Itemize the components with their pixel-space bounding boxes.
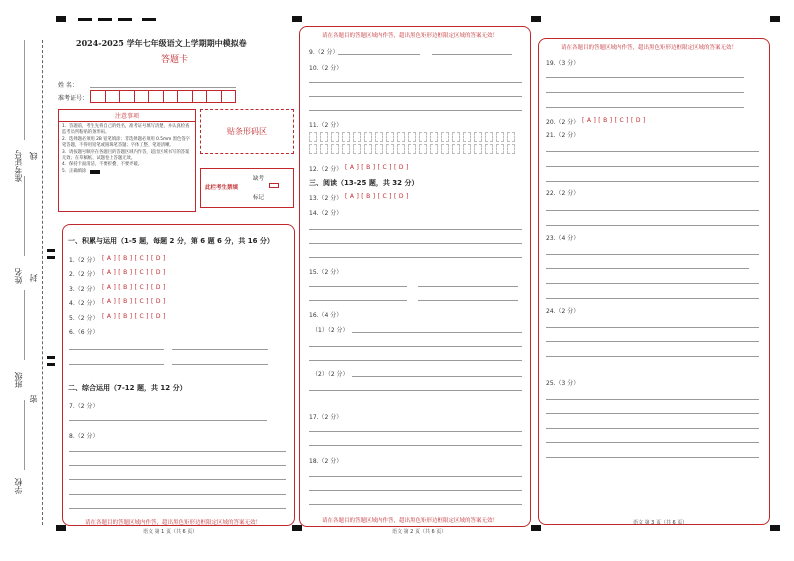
question-23: 23.（4 分）	[546, 235, 580, 242]
position-mark	[47, 363, 55, 366]
answer-line[interactable]	[309, 300, 407, 301]
side-class-label: 班级	[14, 372, 23, 388]
position-mark	[98, 18, 112, 21]
answer-line[interactable]	[309, 257, 522, 258]
position-mark	[531, 525, 541, 531]
answer-line[interactable]	[352, 332, 522, 333]
position-mark	[292, 16, 302, 22]
answer-line[interactable]	[546, 210, 759, 211]
page-subtitle: 答题卡	[161, 55, 189, 65]
question-24: 24.（2 分）	[546, 308, 580, 315]
question-12: 12.（2 分）	[309, 166, 343, 173]
answer-line[interactable]	[546, 254, 759, 255]
position-mark	[531, 16, 541, 22]
answer-line[interactable]	[546, 268, 749, 269]
answer-line[interactable]	[309, 243, 522, 244]
answer-line[interactable]	[69, 494, 286, 495]
answer-line[interactable]	[309, 229, 522, 230]
section-3-title: 三、阅读（13-25 题，共 32 分）	[309, 179, 419, 187]
question-13: 13.（2 分）	[309, 195, 343, 202]
question-19: 19.（3 分）	[546, 60, 580, 67]
question-8: 8.（2 分）	[69, 433, 99, 440]
answer-line[interactable]	[69, 349, 164, 350]
question-16: 16.（4 分）	[309, 312, 343, 319]
notice-item: 5．正确填涂	[62, 168, 87, 174]
answer-line[interactable]	[546, 181, 759, 182]
warning-text: 请在各题目的答题区域内作答，超出黑色矩形边框限定区域的答案无效！	[85, 520, 262, 526]
answer-line[interactable]	[69, 364, 164, 365]
question-16-2: （2）（2 分）	[312, 371, 349, 378]
absent-label: 标记	[253, 195, 265, 201]
question-5: 5.（2 分）	[69, 315, 99, 322]
absent-title: 此栏考生禁填	[205, 185, 239, 191]
question-21: 21.（2 分）	[546, 132, 580, 139]
page-footer: 语文 第 1 页（共 6 页）	[143, 529, 198, 535]
options-5[interactable]: [ A ] [ B ] [ C ] [ D ]	[102, 313, 166, 320]
side-school-label: 学校	[14, 478, 23, 494]
absent-label: 缺考	[253, 176, 265, 182]
question-16-1: （1）（2 分）	[312, 327, 349, 334]
notice-item: 1．答题前，考生先将自己的姓名，准考证号填写清楚，并认真检查监考员所粘贴的条形码。	[62, 124, 190, 136]
options-2[interactable]: [ A ] [ B ] [ C ] [ D ]	[102, 269, 166, 276]
answer-line[interactable]	[418, 300, 518, 301]
answer-line[interactable]	[546, 341, 759, 342]
notice-item: 3．请按题号顺序在各题目的答题区域内作答，超出区域书写的答案无效；在草稿纸、试题卷上答题无效。	[62, 149, 190, 162]
answer-line[interactable]	[546, 77, 744, 78]
answer-line[interactable]	[546, 399, 759, 400]
answer-line[interactable]	[172, 349, 268, 350]
answer-line[interactable]	[546, 92, 744, 93]
answer-line[interactable]	[309, 431, 522, 432]
answer-line[interactable]	[172, 364, 268, 365]
answer-line[interactable]	[309, 110, 522, 111]
name-label: 姓 名：	[58, 82, 78, 89]
question-1: 1.（2 分）	[69, 257, 99, 264]
position-mark	[47, 356, 55, 359]
question-20: 20.（2 分）	[546, 119, 580, 126]
fill-example	[90, 170, 100, 174]
barcode-area	[200, 109, 294, 154]
answer-line[interactable]	[309, 96, 522, 97]
side-seal-secret: 密	[29, 395, 38, 403]
question-11: 11.（2 分）	[309, 122, 343, 129]
answer-line[interactable]	[418, 286, 518, 287]
side-ticket-label: 准考证号	[14, 150, 23, 182]
answer-line[interactable]	[546, 298, 759, 299]
notice-item: 2．选择题必须用 2B 铅笔填涂；非选择题必须用 0.5mm 黑色签字笔答题，不得用铅笔或圆珠笔答题；字体工整、笔迹清晰。	[62, 136, 190, 149]
notice-item: 4．保持卡面清洁，不要折叠、不要弄破。	[62, 162, 143, 168]
question-15: 15.（2 分）	[309, 269, 343, 276]
answer-line[interactable]	[546, 225, 759, 226]
answer-line[interactable]	[309, 504, 522, 505]
answer-line[interactable]	[69, 420, 267, 421]
answer-line[interactable]	[546, 442, 759, 443]
side-seal-line: 线	[29, 152, 38, 160]
answer-line[interactable]	[309, 360, 522, 361]
answer-line[interactable]	[546, 327, 759, 328]
question-4: 4.（2 分）	[69, 300, 99, 307]
answer-line[interactable]	[309, 476, 522, 477]
answer-line[interactable]	[309, 82, 522, 83]
ticket-number-boxes[interactable]	[90, 90, 236, 103]
page-title: 2024-2025 学年七年级语文上学期期中模拟卷	[76, 38, 247, 48]
side-fill-line	[24, 290, 25, 360]
options-3[interactable]: [ A ] [ B ] [ C ] [ D ]	[102, 284, 166, 291]
answer-line[interactable]	[309, 286, 407, 287]
answer-line[interactable]	[546, 457, 759, 458]
side-fill-line	[24, 40, 25, 140]
ticket-label: 准考证号：	[58, 95, 89, 102]
answer-line[interactable]	[309, 390, 522, 391]
question-3: 3.（2 分）	[69, 286, 99, 293]
question-7: 7.（2 分）	[69, 403, 99, 410]
position-mark	[118, 18, 132, 21]
section-1-title: 一、积累与运用（1-5 题，每题 2 分，第 6 题 6 分，共 16 分）	[68, 237, 274, 245]
question-14: 14.（2 分）	[309, 210, 343, 217]
answer-line[interactable]	[69, 508, 286, 509]
absent-checkbox[interactable]	[269, 183, 279, 188]
warning-text: 请在各题目的答题区域内作答，超出黑色矩形边框限定区域的答案无效！	[322, 33, 499, 39]
question-25: 25.（3 分）	[546, 380, 580, 387]
writing-grid[interactable]	[309, 130, 519, 156]
answer-line[interactable]	[69, 465, 286, 466]
answer-line[interactable]	[546, 356, 759, 357]
options-1[interactable]: [ A ] [ B ] [ C ] [ D ]	[102, 255, 166, 262]
position-mark	[78, 18, 92, 21]
answer-line[interactable]	[309, 346, 522, 347]
answer-line[interactable]	[338, 54, 420, 55]
position-mark	[142, 18, 156, 21]
answer-line[interactable]	[309, 490, 522, 491]
position-mark	[292, 525, 302, 531]
position-mark	[56, 16, 66, 22]
side-fill-line	[24, 400, 25, 470]
position-mark	[770, 525, 780, 531]
warning-text: 请在各题目的答题区域内作答，超出黑色矩形边框限定区域的答案无效！	[322, 518, 499, 524]
answer-line[interactable]	[546, 166, 759, 167]
answer-line[interactable]	[546, 283, 759, 284]
answer-line[interactable]	[352, 376, 522, 377]
question-10: 10.（2 分）	[309, 65, 343, 72]
answer-line[interactable]	[546, 151, 759, 152]
column-2-panel	[299, 26, 531, 527]
absent-box	[200, 168, 294, 208]
question-2: 2.（2 分）	[69, 271, 99, 278]
question-22: 22.（2 分）	[546, 190, 580, 197]
page-footer: 语文 第 2 页（共 6 页）	[392, 529, 447, 535]
warning-text: 请在各题目的答题区域内作答，超出黑色矩形边框限定区域的答案无效！	[561, 45, 738, 51]
answer-line[interactable]	[432, 54, 512, 55]
question-18: 18.（2 分）	[309, 458, 343, 465]
answer-line[interactable]	[309, 445, 522, 446]
barcode-label: 贴条形码区	[227, 127, 267, 136]
column-3-panel	[538, 38, 770, 525]
question-6: 6.（6 分）	[69, 329, 99, 336]
side-seal-seal: 封	[29, 274, 38, 282]
notice-title: 注意事项	[59, 110, 195, 122]
options-12[interactable]: [ A ] [ B ] [ C ] [ D ]	[345, 164, 409, 171]
question-17: 17.（2 分）	[309, 414, 343, 421]
answer-line[interactable]	[546, 428, 759, 429]
options-4[interactable]: [ A ] [ B ] [ C ] [ D ]	[102, 298, 166, 305]
position-mark	[47, 256, 55, 259]
side-fill-line	[24, 176, 25, 256]
name-field[interactable]	[90, 87, 236, 88]
position-mark	[47, 249, 55, 252]
page-footer: 语文 第 3 页（共 6 页）	[633, 520, 688, 526]
options-20[interactable]: [ A ] [ B ] [ C ] [ D ]	[582, 117, 646, 124]
section-2-title: 二、综合运用（7-12 题，共 12 分）	[68, 384, 187, 392]
answer-line[interactable]	[69, 451, 286, 452]
position-mark	[770, 16, 780, 22]
answer-line[interactable]	[546, 107, 744, 108]
question-9: 9.（2 分）	[309, 49, 339, 56]
notice-box	[58, 109, 196, 212]
position-mark	[56, 525, 66, 531]
side-name-label: 姓名	[14, 268, 23, 284]
answer-line[interactable]	[69, 479, 286, 480]
answer-line[interactable]	[546, 413, 759, 414]
options-13[interactable]: [ A ] [ B ] [ C ] [ D ]	[345, 193, 409, 200]
binding-line	[42, 40, 43, 525]
